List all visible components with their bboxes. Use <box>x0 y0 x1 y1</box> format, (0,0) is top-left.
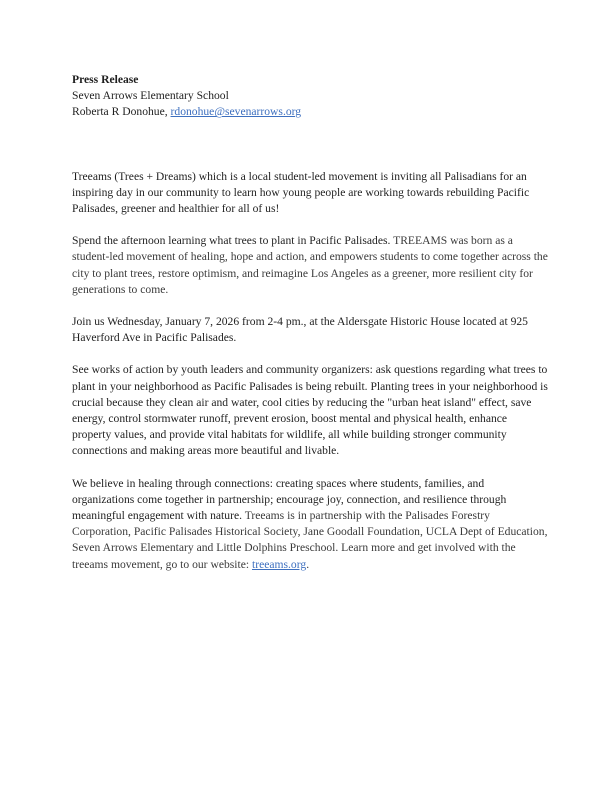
paragraph-afternoon-body: TREEAMS was born as a student-led movement of healing, hope and action, and empowers students to come together across the city to plant trees, restore optimism, and reimagine Los Angeles as a greener, more resilient city for generations to come. <box>72 234 548 296</box>
paragraph-event-details: Join us Wednesday, January 7, 2026 from 2-4 pm., at the Aldersgate Historic House located at 925 Haverford Ave in Pacific Palisades. <box>72 315 528 345</box>
spacer <box>72 460 548 476</box>
press-release-page <box>72 72 548 573</box>
paragraph-afternoon-lead: Spend the afternoon learning what trees to plant in Pacific Palisades. <box>72 234 394 248</box>
website-link[interactable]: treeams.org <box>251 557 307 571</box>
paragraph-healing-end: . <box>306 557 310 571</box>
contact-email-link[interactable]: rdonohue@sevenarrows.org <box>170 105 302 119</box>
paragraph-afternoon <box>72 233 548 298</box>
spacer <box>72 217 548 233</box>
press-release-title: Press Release <box>72 73 139 86</box>
paragraph-healing-partners: Treeams is in partnership with the Palisades Forestry Corporation, Pacific Palisades Historical Society, Jane Goodall Foundation, UCLA Dept of Education, Seven Arrows Elementary and Little Dolphins Preschool. Learn more and get involved with the treeams movement, go to our website: <box>72 509 548 571</box>
contact-line <box>72 104 548 120</box>
spacer <box>72 121 548 169</box>
contact-name: Roberta R Donohue, <box>72 105 171 119</box>
paragraph-healing <box>72 476 548 573</box>
spacer <box>72 346 548 362</box>
paragraph-intro: Treeams (Trees + Dreams) which is a local student-led movement is inviting all Palisadians for an inspiring day in our community to learn how young people are working towards rebuilding Pacific Palisades, greener and healthier for all of us! <box>72 169 530 216</box>
spacer <box>72 298 548 314</box>
paragraph-works-of-action: See works of action by youth leaders and community organizers: ask questions regarding what trees to plant in your neighborhood as Pacific Palisades is being rebuilt. Planting trees in your neighborhood is crucial because they clean air and water, cool cities by reducing the "urban heat island" effect, save energy, control stormwater runoff, prevent erosion, boost mental and physical health, enhance property values, and provide vital habitats for wildlife, all while building stronger community connections and making areas more beautiful and livable. <box>72 363 548 458</box>
paragraph-healing-lead: We believe in healing through connections: creating spaces where students, families, and organizations come together in partnership; encourage joy, connection, and resilience through meaningful engagement with nature. <box>72 476 507 523</box>
organization-name: Seven Arrows Elementary School <box>72 89 229 103</box>
